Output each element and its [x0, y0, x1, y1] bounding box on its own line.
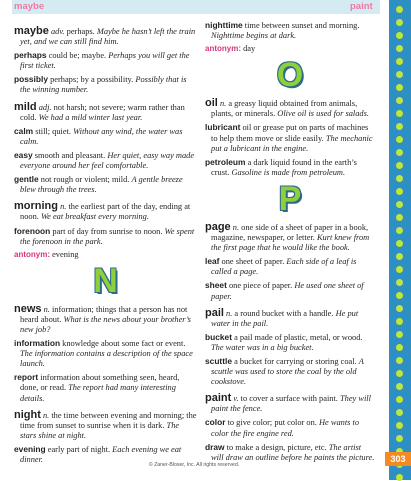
synonym-word: perhaps: [14, 50, 47, 61]
right-column: [205, 20, 375, 466]
dictionary-entry: [205, 393, 375, 414]
headword: paint: [205, 392, 232, 405]
dictionary-entry: [14, 50, 197, 71]
synonym-word: draw: [205, 441, 225, 452]
example-sentence: We had a mild winter last year.: [38, 112, 143, 122]
part-of-speech: n.: [219, 99, 227, 109]
rail-dot: [396, 331, 403, 338]
definition: the time between evening and morning; the time from sunset to sunrise when it is dark.: [20, 410, 197, 430]
page-number: 303: [385, 452, 411, 466]
headword: night: [14, 408, 41, 421]
dictionary-entry: [205, 280, 375, 301]
definition: perhaps.: [66, 27, 95, 36]
part-of-speech: adj.: [38, 102, 52, 112]
rail-dot: [396, 227, 403, 234]
guide-band: [12, 0, 380, 14]
rail-dot: [396, 188, 403, 195]
definition: a pail made of plastic, metal, or wood.: [234, 332, 363, 342]
guideword-left: maybe: [14, 1, 45, 12]
rail-dot: [396, 409, 403, 416]
rail-dot: [396, 123, 403, 130]
example-sentence: The water was in a big bucket.: [211, 342, 314, 352]
rail-dot: [396, 162, 403, 169]
synonym-word: forenoon: [14, 225, 51, 236]
rail-dot: [396, 45, 403, 52]
example-sentence: Gasoline is made from petroleum.: [231, 167, 346, 177]
example-sentence: Possibly that is the winning number.: [20, 75, 187, 95]
dictionary-entry: [205, 157, 375, 178]
example-sentence: Olive oil is used for salads.: [277, 109, 369, 119]
example-sentence: The stars shine at night.: [20, 420, 180, 440]
example-sentence: A scuttle was used to store the coal by the old cookstove.: [211, 356, 364, 387]
part-of-speech: n.: [232, 222, 240, 232]
definition: time between sunset and morning.: [244, 21, 360, 30]
rail-dot: [396, 214, 403, 221]
dictionary-entry: [14, 201, 197, 222]
synonym-word: easy: [14, 149, 33, 160]
dictionary-entry: [205, 222, 375, 253]
rail-dot: [396, 32, 403, 39]
example-sentence: Maybe he hasn’t left the train yet, and we can still find him.: [20, 27, 196, 47]
dictionary-entry: [205, 256, 375, 277]
definition: smooth and pleasant.: [34, 150, 106, 160]
part-of-speech: n.: [43, 304, 50, 314]
example-sentence: The information contains a description of the space launch.: [20, 349, 193, 369]
rail-dot: [396, 6, 403, 13]
headword: page: [205, 220, 231, 233]
example-sentence: We eat breakfast every morning.: [40, 212, 149, 222]
example-sentence: Each side of a leaf is called a page.: [211, 257, 357, 277]
antonym-line: [205, 44, 375, 54]
rail-dot: [396, 201, 403, 208]
synonym-word: calm: [14, 125, 34, 136]
antonym-label: antonym:: [205, 44, 241, 54]
synonym-word: possibly: [14, 74, 48, 85]
dictionary-entry: [205, 122, 375, 153]
definition: still; quiet.: [35, 126, 72, 136]
rail-dot: [396, 344, 403, 351]
rail-dot: [396, 110, 403, 117]
rail-dot: [396, 318, 403, 325]
example-sentence: Each evening we eat dinner.: [20, 444, 182, 464]
example-sentence: The report had many interesting details.: [20, 383, 176, 403]
dictionary-entry: [14, 174, 197, 195]
definition: information about something seen, heard, done, or read.: [20, 373, 180, 393]
rail-dot: [396, 279, 403, 286]
rail-dot: [396, 136, 403, 143]
rail-dot: [396, 357, 403, 364]
synonym-word: lubricant: [205, 122, 241, 133]
definition: the earliest part of the day, ending at noon.: [20, 202, 191, 222]
rail-dot: [396, 97, 403, 104]
copyright: © Zaner-Bloser, Inc. All rights reserved.: [148, 462, 240, 468]
dictionary-entry: [205, 442, 375, 463]
example-sentence: Nighttime begins at dark.: [211, 31, 297, 41]
dictionary-entry: [205, 308, 375, 329]
rail-dot: [396, 396, 403, 403]
example-sentence: He wants to color the fire engine red.: [211, 418, 360, 438]
definition: could be; maybe.: [48, 51, 107, 61]
rail-dot: [396, 19, 403, 26]
dictionary-entry: [14, 304, 197, 335]
definition: part of day from sunrise to noon.: [52, 226, 163, 236]
definition: oil or grease put on parts of machines to help them move or slide easily.: [211, 123, 369, 143]
rail-dot: [396, 84, 403, 91]
example-sentence: We spent the forenoon in the park.: [20, 226, 195, 246]
rail-dot: [396, 240, 403, 247]
headword: pail: [205, 306, 224, 319]
rail-dot: [396, 266, 403, 273]
definition: a greasy liquid obtained from animals, plants, or minerals.: [211, 99, 358, 119]
example-sentence: Her quiet, easy way made everyone around her feel comfortable.: [20, 150, 195, 171]
rail-dot: [396, 370, 403, 377]
definition: early part of night.: [47, 444, 111, 454]
antonym-line: [14, 250, 197, 260]
part-of-speech: v.: [233, 394, 239, 404]
synonym-word: leaf: [205, 256, 220, 267]
synonym-word: scuttle: [205, 355, 232, 366]
decorative-side-rail: [389, 0, 411, 480]
dictionary-entry: [205, 20, 375, 41]
example-sentence: What is the news about your brother’s new job?: [20, 314, 191, 334]
part-of-speech: n.: [42, 410, 50, 420]
synonym-word: evening: [14, 443, 46, 454]
dictionary-entry: [205, 356, 375, 387]
synonym-word: report: [14, 372, 39, 383]
dictionary-entry: [205, 332, 375, 353]
dictionary-entry: [14, 102, 197, 123]
letter-section-heading: O: [276, 56, 304, 95]
synonym-word: sheet: [205, 280, 227, 291]
antonym-label: antonym:: [14, 249, 50, 259]
left-column: [14, 20, 197, 468]
dictionary-entry: [14, 338, 197, 369]
rail-dot: [396, 383, 403, 390]
rail-dot: [396, 71, 403, 78]
headword: maybe: [14, 25, 49, 37]
definition: one side of a sheet of paper in a book, magazine, newspaper, or letter.: [211, 222, 369, 243]
headword: mild: [14, 100, 37, 113]
example-sentence: A gentle breeze blew through the trees.: [20, 175, 183, 195]
letter-section-heading: N: [93, 261, 118, 300]
antonym-word: day: [243, 44, 256, 54]
definition: not rough or violent; mild.: [40, 175, 130, 185]
rail-dot: [396, 149, 403, 156]
dictionary-entry: [14, 372, 197, 403]
dictionary-entry: [14, 150, 197, 171]
definition: to give color; put color on.: [227, 418, 317, 428]
headword: news: [14, 302, 42, 315]
definition: to make a design, picture, etc.: [226, 442, 327, 452]
rail-dot: [396, 175, 403, 182]
antonym-word: evening: [52, 249, 79, 259]
example-sentence: He used one sheet of paper.: [211, 281, 364, 301]
rail-dot: [396, 58, 403, 65]
dictionary-entry: [14, 74, 197, 95]
example-sentence: The mechanic put a lubricant in the engine.: [211, 133, 373, 153]
definition: knowledge about some fact or event.: [62, 339, 186, 349]
definition: a dark liquid found in the earth’s crust.: [211, 157, 357, 177]
rail-dot: [396, 435, 403, 442]
rail-dot: [396, 305, 403, 312]
example-sentence: The artist will draw an outline before he paints the picture.: [211, 442, 375, 462]
definition: one sheet of paper.: [221, 257, 285, 267]
synonym-word: color: [205, 417, 226, 428]
synonym-word: information: [14, 338, 61, 349]
part-of-speech: n.: [226, 308, 233, 318]
rail-dot: [396, 422, 403, 429]
definition: not harsh; not severe; warm rather than cold.: [20, 102, 185, 122]
example-sentence: Kurt knew from the first page that he would like the book.: [211, 233, 370, 253]
rail-dot: [396, 292, 403, 299]
example-sentence: Without any wind, the water was calm.: [20, 126, 183, 146]
definition: a bucket for carrying or storing coal.: [234, 356, 357, 366]
rail-dot: [396, 253, 403, 260]
dictionary-entry: [14, 226, 197, 247]
guideword-right: paint: [350, 1, 373, 12]
headword: morning: [14, 200, 58, 213]
synonym-word: nighttime: [205, 20, 243, 30]
synonym-word: gentle: [14, 174, 39, 185]
example-sentence: They will paint the fence.: [211, 394, 371, 414]
dictionary-entry: [14, 26, 197, 47]
dictionary-entry: [205, 98, 375, 119]
part-of-speech: n.: [60, 202, 67, 212]
definition: information; things that a person has not heard about.: [20, 304, 188, 324]
example-sentence: Perhaps you will get the first ticket.: [20, 51, 190, 71]
dictionary-entry: [14, 126, 197, 147]
definition: perhaps; by a possibility.: [50, 75, 134, 85]
definition: a round bucket with a handle.: [234, 308, 334, 318]
definition: one piece of paper.: [228, 281, 293, 291]
headword: oil: [205, 97, 218, 110]
definition: to cover a surface with paint.: [240, 394, 338, 404]
dictionary-entry: [14, 410, 197, 441]
synonym-word: bucket: [205, 331, 232, 342]
dictionary-entry: [205, 417, 375, 438]
example-sentence: He put water in the pail.: [211, 308, 359, 328]
letter-section-heading: P: [278, 179, 302, 218]
synonym-word: petroleum: [205, 156, 246, 167]
part-of-speech: adv.: [50, 27, 65, 36]
